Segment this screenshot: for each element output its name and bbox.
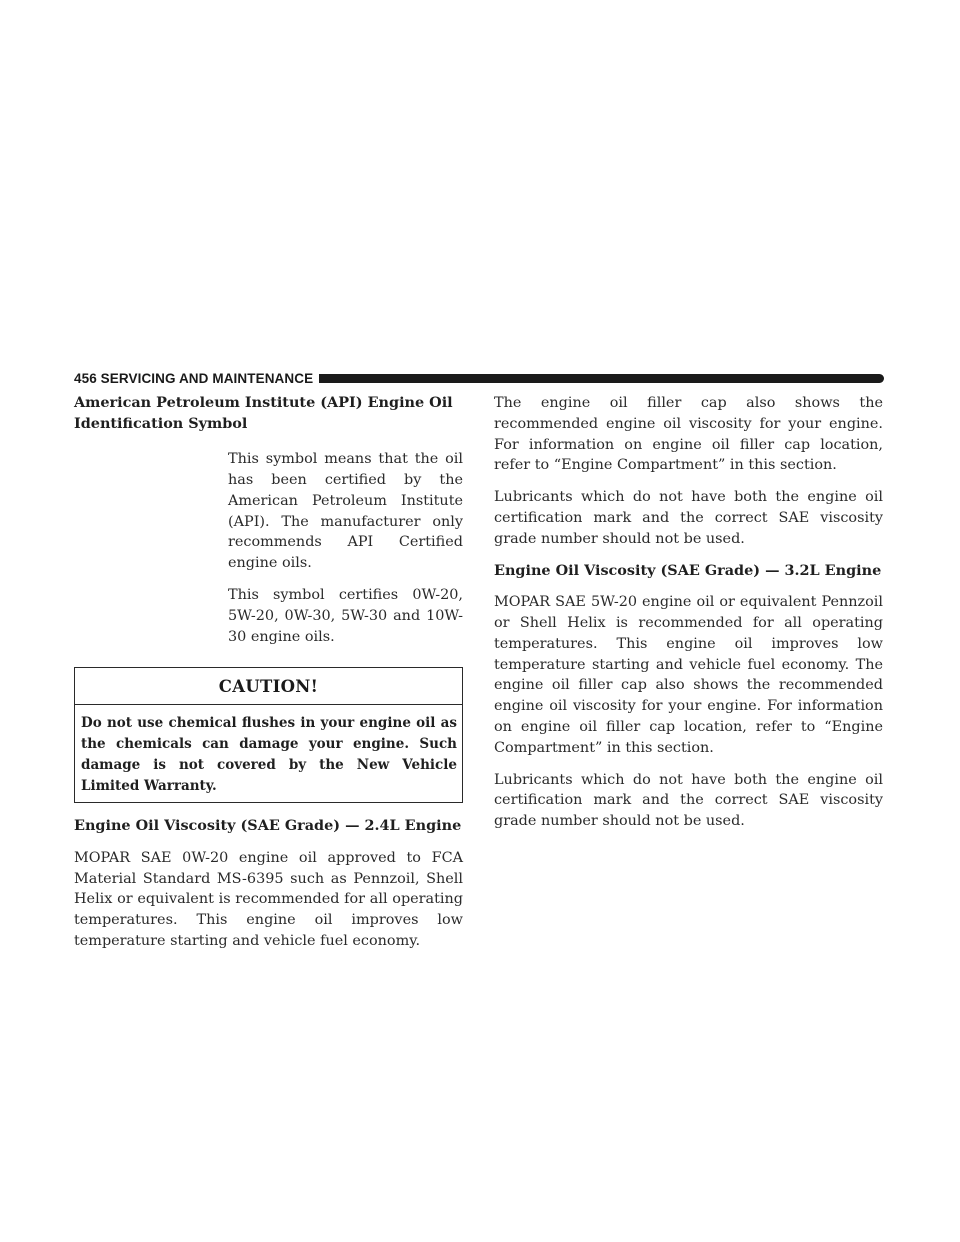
- api-symbol-paragraph-1: This symbol means that the oil has been certified by the American Petroleum Institute (API). The manufacturer only recommends API Certified engine oils.: [228, 451, 463, 572]
- page-header: [74, 370, 884, 386]
- viscosity-24-body: MOPAR SAE 0W-20 engine oil approved to FCA Material Standard MS-6395 such as Pennzoil, Shell Helix or equivalent is recommended for all operating temperatures. This engine oil improves low temperature starting and vehicle fuel economy.: [74, 849, 463, 949]
- viscosity-32-body: MOPAR SAE 5W-20 engine oil or equivalent Pennzoil or Shell Helix is recommended for all operating temperatures. This engine oil improves low temperature starting and vehicle fuel economy. The engine oil filler cap also shows the recommended engine oil viscosity for your engine. For information on engine oil filler cap location, refer to “Engine Compartment” in this section.: [494, 594, 883, 756]
- viscosity-24-heading: Engine Oil Viscosity (SAE Grade) — 2.4L Engine: [74, 817, 462, 835]
- api-symbol-paragraph-2: This symbol certifies 0W-20, 5W-20, 0W-30, 5W-30 and 10W-30 engine oils.: [228, 586, 463, 645]
- lubricants-paragraph-1: Lubricants which do not have both the engine oil certification mark and the correct SAE viscosity grade number should not be used.: [494, 489, 883, 547]
- caution-box: [74, 667, 463, 803]
- caution-title: CAUTION!: [75, 668, 462, 705]
- page-number-title: 456 SERVICING AND MAINTENANCE: [74, 370, 314, 386]
- api-symbol-description: [228, 449, 463, 647]
- caution-body: Do not use chemical flushes in your engine oil as the chemicals can damage your engine. Such damage is not covered by the New Vehicle Limited Warranty.: [81, 715, 457, 795]
- header-rule: [319, 374, 884, 383]
- api-symbol-heading: American Petroleum Institute (API) Engine Oil Identification Symbol: [74, 394, 453, 432]
- lubricants-paragraph-2: Lubricants which do not have both the engine oil certification mark and the correct SAE viscosity grade number should not be used.: [494, 771, 883, 830]
- right-column: [494, 393, 883, 843]
- viscosity-32-heading: Engine Oil Viscosity (SAE Grade) — 3.2L Engine: [494, 561, 882, 579]
- filler-cap-paragraph: The engine oil filler cap also shows the recommended engine oil viscosity for your engine. For information on engine oil filler cap location, refer to “Engine Compartment” in this section.: [494, 395, 883, 474]
- left-column: [74, 393, 463, 963]
